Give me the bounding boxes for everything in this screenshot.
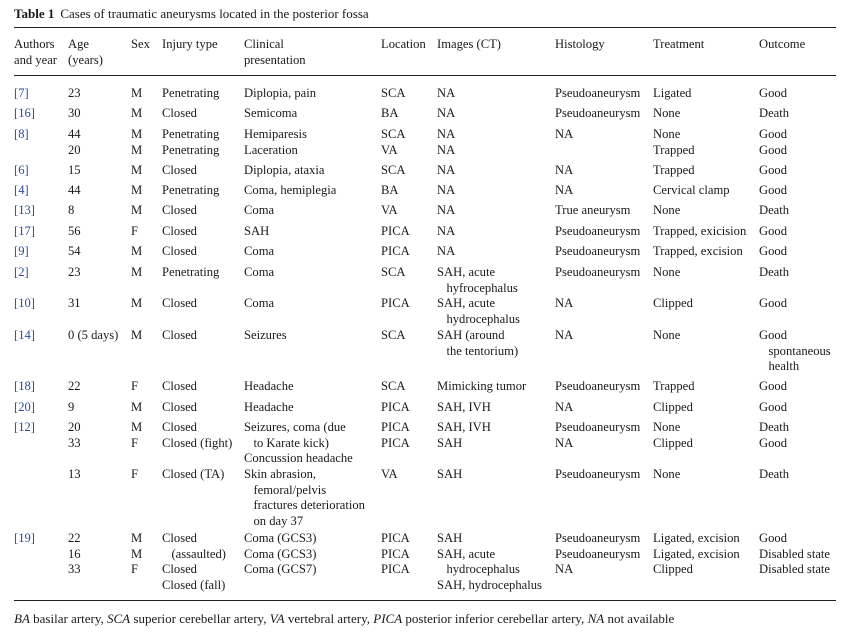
cell-location: PICA: [381, 244, 410, 258]
cell-outcome: Death: [759, 467, 790, 481]
cell-injury: Closed: [162, 163, 197, 177]
reference-link[interactable]: [20]: [14, 400, 35, 414]
cell-injury: Closed: [162, 244, 197, 258]
reference-link[interactable]: [17]: [14, 224, 35, 238]
cell-images: NA: [437, 163, 456, 177]
cell-injury: Closed: [162, 224, 197, 238]
cell-location: SCA: [381, 163, 406, 177]
cell-age: 31: [68, 296, 81, 310]
cell-treatment: Cervical clamp: [653, 183, 730, 197]
table-label: Table 1: [14, 6, 55, 21]
cell-age: 22 16 33: [68, 531, 81, 577]
table-footnote: [14, 611, 674, 627]
reference-link[interactable]: [2]: [14, 265, 29, 279]
reference-link[interactable]: [16]: [14, 106, 35, 120]
cell-clinical: Coma: [244, 265, 275, 279]
cell-images: SAH, acute hyfrocephalus: [437, 265, 518, 295]
cell-treatment: Trapped, excision: [653, 244, 743, 258]
cell-clinical: Coma: [244, 203, 275, 217]
cell-sex: M: [131, 265, 143, 279]
cell-treatment: None: [653, 203, 681, 217]
cell-histology: Pseudoaneurysm: [555, 379, 641, 393]
reference-link[interactable]: [18]: [14, 379, 35, 393]
cell-age: 23: [68, 86, 81, 100]
cell-treatment: Trapped, exicision: [653, 224, 747, 238]
cell-histology: Pseudoaneurysm: [555, 265, 641, 279]
cell-location: PICA PICA PICA: [381, 531, 410, 577]
cell-age: 23: [68, 265, 81, 279]
cell-injury: Closed: [162, 379, 197, 393]
cell-images: SAH, acute hydrocephalus: [437, 296, 520, 326]
cell-images: NA: [437, 106, 456, 120]
cell-injury: Closed: [162, 328, 197, 342]
cell-treatment: Trapped: [653, 163, 695, 177]
reference-link[interactable]: [7]: [14, 86, 29, 100]
cell-age: 22: [68, 379, 81, 393]
column-header-images: Images (CT): [437, 37, 501, 51]
cell-age: 13: [68, 467, 81, 481]
cell-images: NA NA: [437, 127, 456, 157]
cell-sex: M: [131, 86, 143, 100]
cell-location: PICA PICA: [381, 420, 410, 450]
footnote-abbr: NA: [587, 611, 605, 626]
cell-treatment: None: [653, 467, 681, 481]
bottom-rule: [14, 600, 836, 601]
cell-histology: NA: [555, 163, 574, 177]
column-header-authors: Authors and year: [14, 37, 58, 67]
cell-age: 30: [68, 106, 81, 120]
cell-location: BA: [381, 106, 399, 120]
cell-clinical: Semicoma: [244, 106, 298, 120]
cell-outcome: Good: [759, 244, 787, 258]
cell-age: 54: [68, 244, 81, 258]
cell-treatment: Ligated: [653, 86, 692, 100]
cell-images: NA: [437, 224, 456, 238]
cell-outcome: Good: [759, 224, 787, 238]
footnote-text: basilar artery,: [29, 611, 108, 626]
column-header-clinical: Clinical presentation: [244, 37, 306, 67]
cell-clinical: Coma, hemiplegia: [244, 183, 337, 197]
cell-outcome: Good: [759, 163, 787, 177]
cell-outcome: Good: [759, 400, 787, 414]
cell-sex: M: [131, 328, 143, 342]
cell-location: PICA: [381, 224, 410, 238]
cell-sex: F: [131, 224, 139, 238]
cell-histology: True aneurysm: [555, 203, 631, 217]
cell-outcome: Good spontaneous health: [759, 328, 831, 374]
cell-location: SCA: [381, 265, 406, 279]
cell-sex: M: [131, 106, 143, 120]
cell-sex: M M: [131, 127, 143, 157]
cell-injury: Closed (TA): [162, 467, 225, 481]
cell-injury: Closed (assaulted) Closed Closed (fall): [162, 531, 226, 592]
cell-histology: NA: [555, 296, 574, 310]
cell-location: SCA: [381, 328, 406, 342]
cell-outcome: Death: [759, 203, 790, 217]
cell-sex: F: [131, 379, 139, 393]
cell-outcome: Death Good: [759, 420, 790, 450]
cell-histology: NA: [555, 400, 574, 414]
cell-age: 20 33: [68, 420, 81, 450]
cell-outcome: Good Good: [759, 127, 787, 157]
cell-sex: M: [131, 183, 143, 197]
cell-age: 9: [68, 400, 75, 414]
cell-age: 8: [68, 203, 75, 217]
cell-histology: Pseudoaneurysm: [555, 106, 641, 120]
cell-age: 44: [68, 183, 81, 197]
cell-location: SCA: [381, 86, 406, 100]
cell-images: SAH SAH, acute hydrocephalus SAH, hydrocephalus: [437, 531, 542, 592]
cell-sex: M F: [131, 420, 143, 450]
column-header-treatment: Treatment: [653, 37, 705, 51]
cell-treatment: None: [653, 328, 681, 342]
cell-treatment: Clipped: [653, 400, 693, 414]
footnote-abbr: SCA: [107, 611, 131, 626]
cell-injury: Penetrating: [162, 265, 220, 279]
footnote-abbr: BA: [14, 611, 30, 626]
cell-histology: Pseudoaneurysm: [555, 86, 641, 100]
cell-clinical: SAH: [244, 224, 270, 238]
column-header-injury: Injury type: [162, 37, 218, 51]
cell-injury: Closed: [162, 400, 197, 414]
reference-link[interactable]: [19]: [14, 531, 35, 545]
cell-outcome: Death: [759, 106, 790, 120]
cell-images: SAH (around the tentorium): [437, 328, 519, 358]
cell-injury: Closed Closed (fight): [162, 420, 233, 450]
footnote-text: vertebral artery,: [284, 611, 374, 626]
cell-injury: Penetrating Penetrating: [162, 127, 220, 157]
reference-link[interactable]: [6]: [14, 163, 29, 177]
cell-images: SAH, IVH: [437, 400, 491, 414]
cell-location: PICA: [381, 400, 410, 414]
cell-sex: M: [131, 296, 143, 310]
cell-images: SAH: [437, 467, 463, 481]
cell-location: SCA: [381, 379, 406, 393]
cell-treatment: Ligated, excision Ligated, excision Clipped: [653, 531, 740, 577]
cell-clinical: Headache: [244, 379, 294, 393]
cell-sex: M M F: [131, 531, 143, 577]
cell-treatment: Clipped: [653, 296, 693, 310]
cell-images: NA: [437, 86, 456, 100]
cell-images: NA: [437, 244, 456, 258]
cell-injury: Closed: [162, 203, 197, 217]
footnote-text: not available: [604, 611, 675, 626]
cell-images: NA: [437, 203, 456, 217]
cell-age: 56: [68, 224, 81, 238]
column-header-histology: Histology: [555, 37, 605, 51]
column-header-age: Age (years): [68, 37, 103, 67]
reference-link[interactable]: [4]: [14, 183, 29, 197]
cell-clinical: Hemiparesis Laceration: [244, 127, 307, 157]
cell-age: 0 (5 days): [68, 328, 119, 342]
cell-sex: F: [131, 467, 139, 481]
footnote-text: posterior inferior cerebellar artery,: [402, 611, 588, 626]
cell-injury: Closed: [162, 296, 197, 310]
cell-histology: Pseudoaneurysm: [555, 244, 641, 258]
cell-histology: Pseudoaneurysm: [555, 467, 641, 481]
cell-age: 44 20: [68, 127, 81, 157]
cell-clinical: Coma: [244, 296, 275, 310]
cell-histology: NA: [555, 127, 574, 141]
cell-location: VA: [381, 203, 398, 217]
cell-location: SCA VA: [381, 127, 406, 157]
cell-injury: Penetrating: [162, 86, 220, 100]
cell-treatment: None Trapped: [653, 127, 695, 157]
reference-link[interactable]: [8]: [14, 127, 29, 141]
table-title: Cases of traumatic aneurysms located in the posterior fossa: [60, 6, 369, 21]
cell-histology: Pseudoaneurysm NA: [555, 420, 641, 450]
footnote-abbr: VA: [269, 611, 285, 626]
column-header-location: Location: [381, 37, 426, 51]
cell-sex: M: [131, 400, 143, 414]
cell-sex: M: [131, 244, 143, 258]
cell-age: 15: [68, 163, 81, 177]
cell-outcome: Death: [759, 265, 790, 279]
cell-clinical: Diplopia, pain: [244, 86, 317, 100]
reference-link[interactable]: [13]: [14, 203, 35, 217]
cell-location: BA: [381, 183, 399, 197]
cell-images: SAH, IVH SAH: [437, 420, 491, 450]
cell-clinical: Skin abrasion, femoral/pelvis fractures deterioration on day 37: [244, 467, 365, 528]
cell-clinical: Coma: [244, 244, 275, 258]
column-header-outcome: Outcome: [759, 37, 806, 51]
reference-link[interactable]: [9]: [14, 244, 29, 258]
cell-location: VA: [381, 467, 398, 481]
cell-sex: M: [131, 163, 143, 177]
top-rule: [14, 27, 836, 28]
cell-outcome: Good: [759, 296, 787, 310]
header-rule: [14, 75, 836, 76]
cell-outcome: Good: [759, 379, 787, 393]
reference-link[interactable]: [10]: [14, 296, 35, 310]
cell-sex: M: [131, 203, 143, 217]
cell-clinical: Diplopia, ataxia: [244, 163, 325, 177]
cell-outcome: Good: [759, 86, 787, 100]
cell-clinical: Coma (GCS3) Coma (GCS3) Coma (GCS7): [244, 531, 317, 577]
cell-treatment: None Clipped: [653, 420, 693, 450]
cell-outcome: Good: [759, 183, 787, 197]
cell-histology: Pseudoaneurysm: [555, 224, 641, 238]
footnote-abbr: PICA: [373, 611, 403, 626]
reference-link[interactable]: [14]: [14, 328, 35, 342]
footnote-text: superior cerebellar artery,: [130, 611, 270, 626]
cell-treatment: None: [653, 265, 681, 279]
cell-treatment: None: [653, 106, 681, 120]
cell-histology: NA: [555, 183, 574, 197]
cell-histology: NA: [555, 328, 574, 342]
cell-images: NA: [437, 183, 456, 197]
cell-images: Mimicking tumor: [437, 379, 527, 393]
cell-injury: Closed: [162, 106, 197, 120]
cell-clinical: Headache: [244, 400, 294, 414]
table-caption: [14, 6, 369, 22]
cell-clinical: Seizures, coma (due to Karate kick) Concussion headache: [244, 420, 353, 466]
column-header-sex: Sex: [131, 37, 150, 51]
cell-injury: Penetrating: [162, 183, 220, 197]
cell-clinical: Seizures: [244, 328, 287, 342]
cell-histology: Pseudoaneurysm Pseudoaneurysm NA: [555, 531, 641, 577]
cell-treatment: Trapped: [653, 379, 695, 393]
cell-location: PICA: [381, 296, 410, 310]
cell-outcome: Good Disabled state Disabled state: [759, 531, 830, 577]
reference-link[interactable]: [12]: [14, 420, 35, 434]
